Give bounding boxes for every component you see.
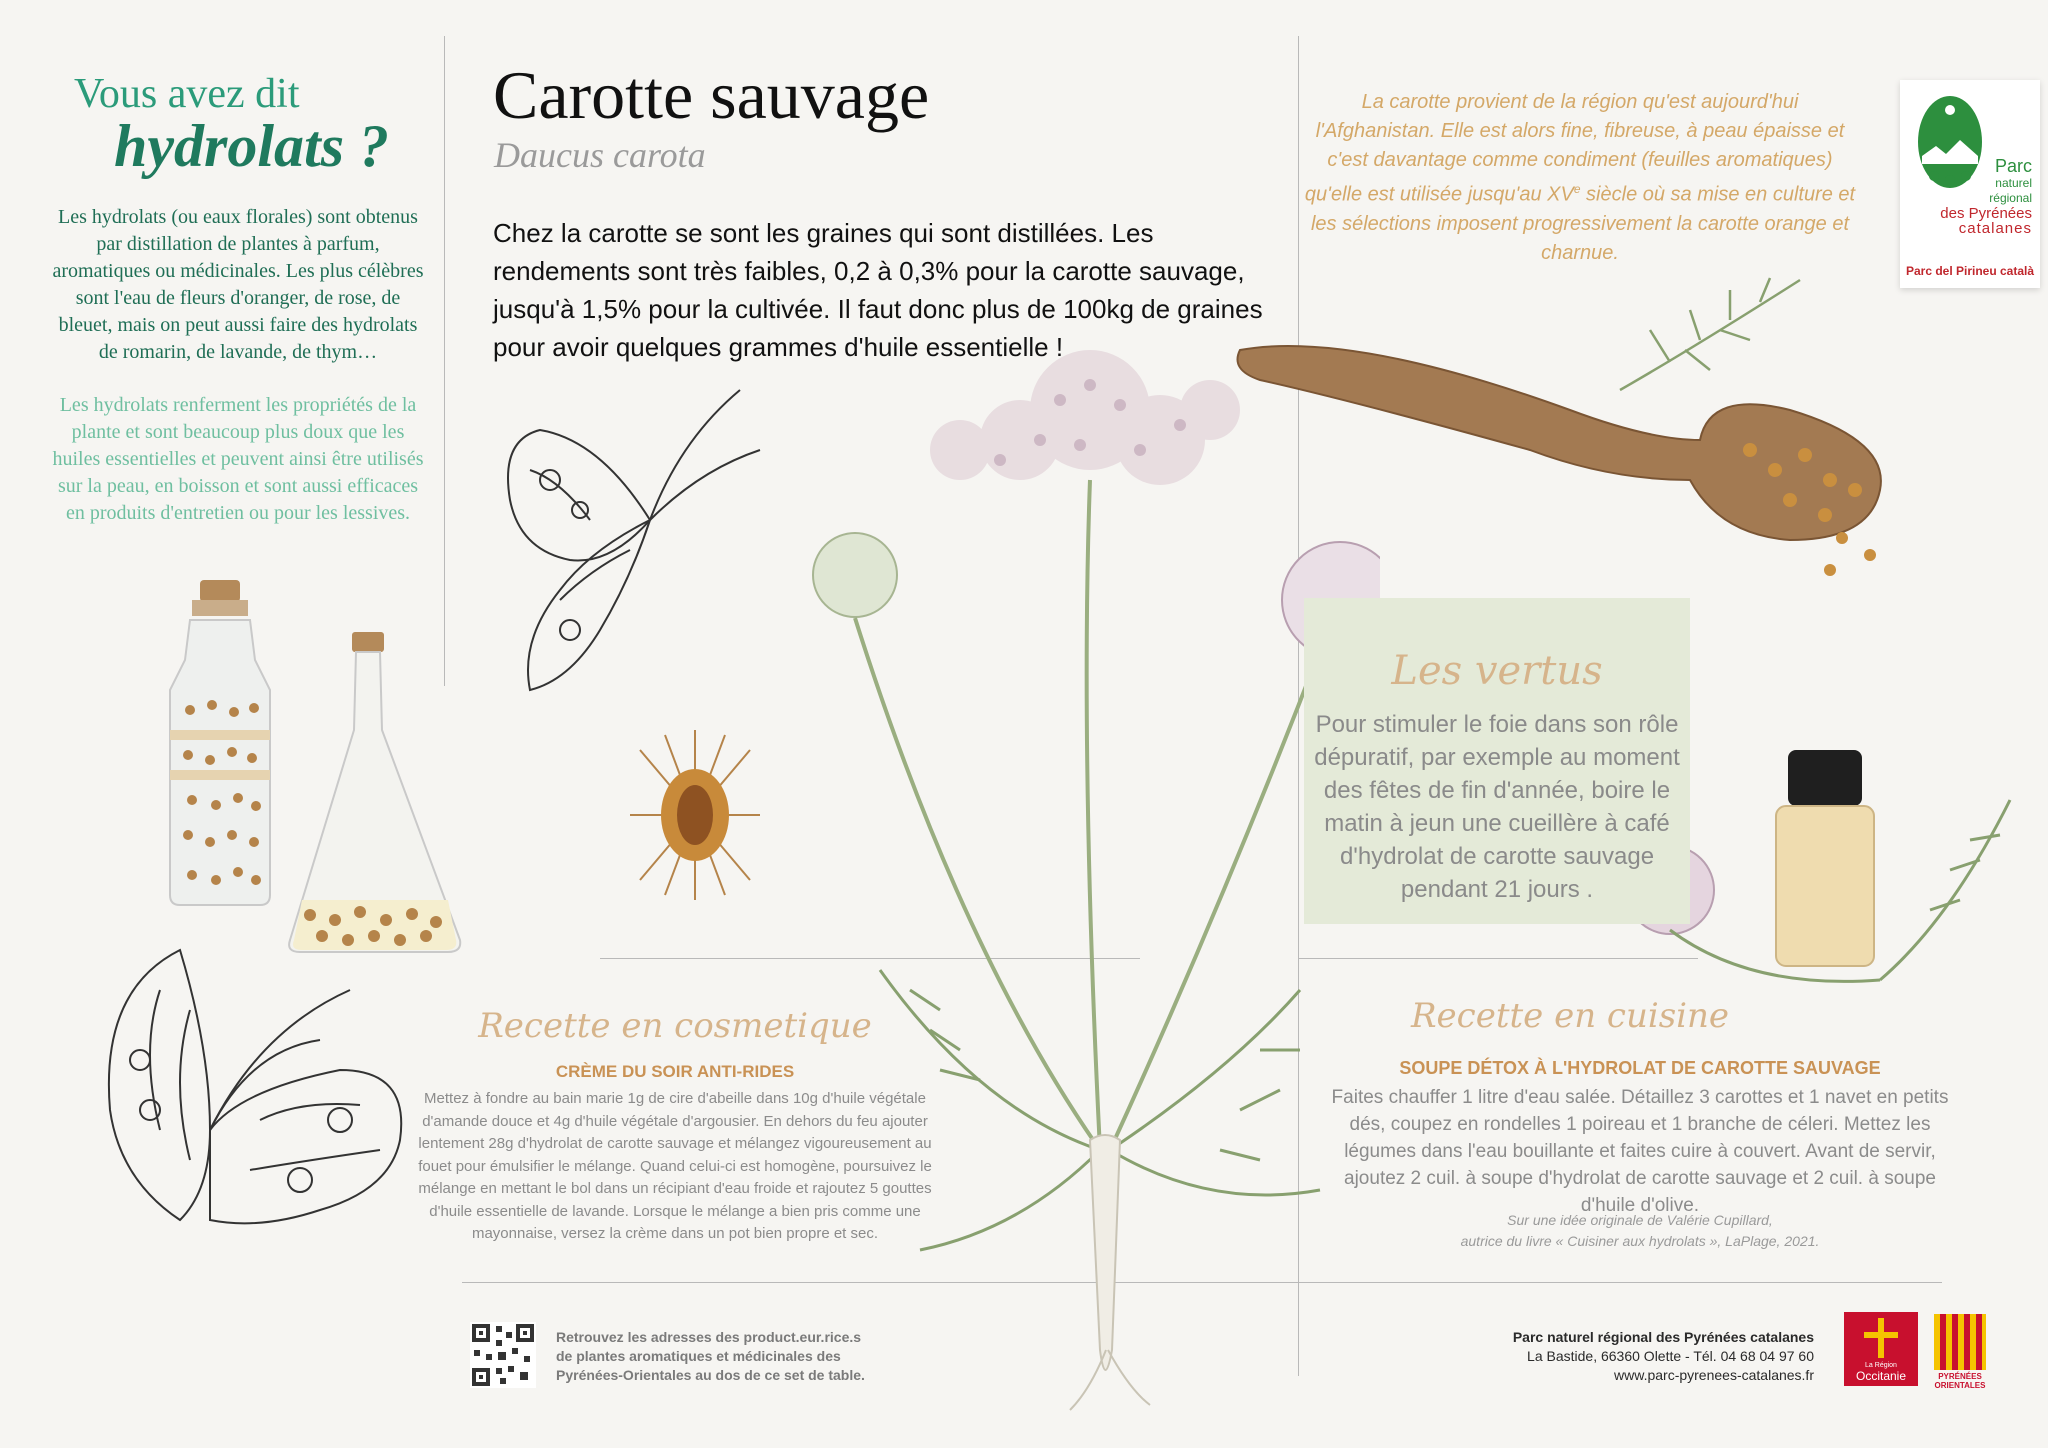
hydrolats-heading-line2: hydrolats ? bbox=[114, 113, 390, 179]
occitanie-name: Occitanie bbox=[1855, 1369, 1907, 1383]
glass-bottle-icon bbox=[170, 580, 270, 905]
recipe-cosmetic-subtitle: CRÈME DU SOIR ANTI-RIDES bbox=[555, 1062, 795, 1081]
butterfly-outline-icon bbox=[500, 380, 780, 700]
footer-org-name: Parc naturel régional des Pyrénées catalanes bbox=[1512, 1329, 1814, 1345]
virtus-text: Pour stimuler le foie dans son rôle dépuratif, par exemple au moment des fêtes de fin d'année, boire le matin à jeun une cueillère à café d'hydrolat de carotte sauvage pendant 21 jours . bbox=[1314, 711, 1680, 903]
recipe-credit-line1: Sur une idée originale de Valérie Cupillard, bbox=[1507, 1212, 1773, 1228]
spiky-seed-icon bbox=[620, 720, 770, 910]
footer-address: La Bastide, 66360 Olette - Tél. 04 68 04 97 60 bbox=[1527, 1348, 1814, 1364]
occitanie-label bbox=[1844, 1362, 1918, 1383]
latin-name: Daucus carota bbox=[494, 135, 706, 175]
history-century-superscript: e bbox=[1573, 182, 1581, 196]
pyrenees-orientales-label: PYRÉNÉES ORIENTALES bbox=[1934, 1372, 1986, 1390]
hydrolats-paragraph-1: Les hydrolats (ou eaux florales) sont obtenus par distillation de plantes à parfum, aromatiques ou médicinales. Les plus célèbres sont l'eau de fleurs d'oranger, de rose, de bleuet, mais on peut aussi faire des hydrolats de romarin, de lavande, de thym… bbox=[52, 206, 424, 363]
occitanie-small-label: La Région bbox=[1865, 1362, 1897, 1369]
qr-code-icon[interactable] bbox=[470, 1322, 536, 1388]
recipe-credit bbox=[1380, 1210, 1900, 1252]
history-text-part2: siècle où sa mise en culture et les sélections imposent progressivement la carotte orange et charnue. bbox=[1310, 183, 1856, 264]
occitanie-logo bbox=[1844, 1312, 1918, 1386]
logo-line-regional: régional bbox=[1989, 191, 2032, 205]
carrot-leaf-sprig-icon bbox=[1610, 270, 1810, 400]
flask-icon bbox=[289, 632, 460, 952]
logo-line-parc: Parc bbox=[1994, 156, 2032, 176]
recipe-cuisine-subtitle: SOUPE DÉTOX À L'HYDROLAT DE CAROTTE SAUVAGE bbox=[1399, 1058, 1881, 1078]
recipe-cuisine-title: Recette en cuisine bbox=[1410, 996, 1730, 1036]
logo-catalan-name: Parc del Pirineu català bbox=[1905, 264, 2035, 278]
virtus-title: Les vertus bbox=[1391, 648, 1603, 694]
intro-text: Chez la carotte se sont les graines qui sont distillées. Les rendements sont très faibles, 0,2 à 0,3% pour la carotte sauvage, jusqu'à 1,5% pour la cultivée. Il faut donc plus de 100kg de graines pour avoir quelques grammes d'huile essentielle ! bbox=[493, 218, 1263, 362]
recipe-cosmetic-title: Recette en cosmetique bbox=[478, 1006, 872, 1046]
page-title: Carotte sauvage bbox=[493, 57, 930, 133]
logo-line-naturel: naturel bbox=[1995, 176, 2032, 190]
recipe-cuisine-text: Faites chauffer 1 litre d'eau salée. Détaillez 3 carottes et 1 navet en petits dés, coupez en rondelles 1 poireau et 1 branche de céleri. Mettez les légumes dans l'eau bouillante et faites cuire à couvert. Avant de servir, ajoutez 2 cuil. à soupe d'hydrolat de carotte sauvage et 2 cuil. à soupe d'huile d'olive. bbox=[1331, 1087, 1949, 1216]
recipe-credit-line2: autrice du livre « Cuisiner aux hydrolats », LaPlage, 2021. bbox=[1460, 1233, 1820, 1249]
footer-producers-note: Retrouvez les adresses des product.eur.rice.s de plantes aromatiques et médicinales des Pyrénées-Orientales au dos de ce set de table. bbox=[556, 1329, 865, 1383]
parc-logo-text bbox=[1940, 156, 2032, 236]
hydrolats-paragraph-2: Les hydrolats renferment les propriétés de la plante et sont beaucoup plus doux que les huiles essentielles et peuvent ainsi être utilisés sur la peau, en boisson et sont aussi efficaces en produits d'entretien ou pour les lessives. bbox=[52, 394, 424, 524]
parc-logo bbox=[1900, 80, 2040, 288]
logo-line-catalanes: catalanes bbox=[1958, 220, 2032, 237]
history-text bbox=[1300, 88, 1860, 268]
footer-contact bbox=[1400, 1328, 1814, 1385]
recipe-cosmetic-text: Mettez à fondre au bain marie 1g de cire d'abeille dans 10g d'huile végétale d'amande douce et 4g d'huile végétale d'argousier. En dehors du feu ajouter lentement 28g d'hydrolat de carotte sauvage et mélangez vigoureusement au fouet pour émulsifier le mélange. Quand celui-ci est homogène, poursuivez le mélange en mettant le bol dans un récipiant d'eau froide et rajoutez 5 gouttes d'huile essentielle de lavande. Lorsque le mélange a bien pris comme une mayonnaise, versez la crème dans un pot bien propre et sec. bbox=[418, 1090, 932, 1242]
history-text-part1: La carotte provient de la région qu'est aujourd'hui l'Afghanistan. Elle est alors fine, fibreuse, à peau épaisse et c'est davantage comme condiment (feuilles aromatiques) qu'elle est utilisée jusqu'au XV bbox=[1304, 91, 1845, 206]
footer-website-link[interactable]: www.parc-pyrenees-catalanes.fr bbox=[1614, 1367, 1814, 1383]
hydrolats-heading-line1: Vous avez dit bbox=[74, 71, 300, 117]
occitanie-cross-icon bbox=[1864, 1318, 1898, 1358]
logo-line-des-pyrenees: des Pyrénées bbox=[1940, 205, 2032, 222]
butterfly-outline-icon bbox=[60, 930, 420, 1290]
hydrolat-bottles-illustration bbox=[130, 580, 470, 990]
